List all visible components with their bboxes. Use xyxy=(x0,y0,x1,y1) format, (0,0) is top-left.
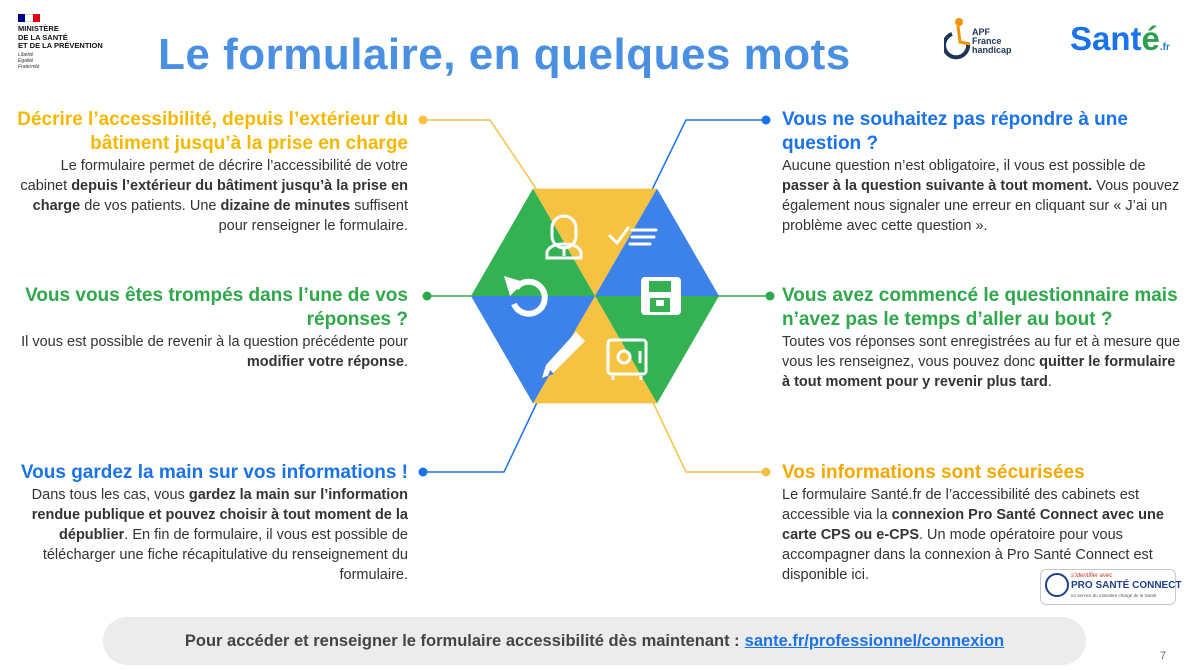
apf-line-1: APF xyxy=(972,27,990,37)
connexion-link[interactable]: sante.fr/professionnel/connexion xyxy=(744,631,1005,650)
save-text-1: Toutes vos réponses sont enregistrées au fur et à mesure que vous les renseignez, vous pouvez donc xyxy=(782,334,1181,370)
pro-sante-connect-button[interactable] xyxy=(1040,569,1182,605)
connector-secure xyxy=(649,394,766,472)
dot-skip xyxy=(762,116,771,125)
lock-icon xyxy=(1045,573,1069,597)
skip-bold-1: passer à la question suivante à tout moment. xyxy=(782,178,1093,194)
sante-logo-suffix: .fr xyxy=(1159,42,1170,53)
sante-logo-text: Sant xyxy=(1070,20,1142,57)
save-icon xyxy=(641,277,681,315)
control-text-1: Dans tous les cas, vous xyxy=(31,487,189,503)
dot-control xyxy=(419,468,428,477)
secure-bold-1: connexion Pro Santé Connect avec une carte CPS ou e-CPS xyxy=(782,507,1164,543)
section-skip-title: Vous ne souhaitez pas répondre à une question ? xyxy=(782,109,1128,154)
section-secure xyxy=(782,461,1184,585)
apf-line-3: handicap xyxy=(972,45,1012,55)
section-accessibility xyxy=(10,108,408,236)
section-mistake-title: Vous vous êtes trompés dans l’une de vos réponses ? xyxy=(25,285,408,330)
connector-skip xyxy=(649,120,766,196)
control-bold-1: gardez la main sur l’information rendue publique et pouvez choisir à tout moment de la dépublier xyxy=(31,487,408,543)
accessibility-bold-2: dizaine de minutes xyxy=(220,198,351,214)
section-secure-title: Vos informations sont sécurisées xyxy=(782,462,1085,483)
accessibility-text-3: suffisent pour renseigner le formulaire. xyxy=(218,198,408,234)
accessibility-text-1: Le formulaire permet de décrire l’accessibilité de votre cabinet xyxy=(20,158,408,194)
secure-text-2: . Un mode opératoire pour vous accompagner dans la connexion à Pro Santé Connect est disponible ici. xyxy=(782,527,1153,583)
section-skip-text xyxy=(782,156,1182,236)
psc-line-3: un service du ministère chargé de la Santé xyxy=(1071,593,1157,598)
section-mistake xyxy=(10,284,408,372)
control-text-2: . En fin de formulaire, il vous est possible de télécharger une fiche récapitulative du renseignement du formulaire. xyxy=(42,527,408,583)
skip-text-1: Aucune question n’est obligatoire, il vous est possible de xyxy=(782,158,1146,174)
dot-accessibility xyxy=(419,116,428,125)
section-control-title: Vous gardez la main sur vos informations ! xyxy=(20,462,408,483)
section-accessibility-title: Décrire l’accessibilité, depuis l’extérieur du bâtiment jusqu’à la prise en charge xyxy=(17,109,408,154)
devise-2: Égalité xyxy=(18,57,34,64)
section-control xyxy=(8,461,408,585)
psc-line-2: PRO SANTÉ CONNECT xyxy=(1071,580,1182,591)
section-skip xyxy=(782,108,1182,236)
skip-text-2: Vous pouvez également nous signaler une erreur en cliquant sur « J’ai un problème avec cette question ». xyxy=(782,178,1180,234)
dot-mistake xyxy=(423,292,432,301)
psc-line-1: s’identifier avec xyxy=(1071,573,1113,579)
section-save-text xyxy=(782,332,1182,392)
connector-control xyxy=(423,394,541,472)
devise-1: Liberté xyxy=(18,51,34,58)
dot-save xyxy=(766,292,775,301)
page-number: 7 xyxy=(1160,650,1167,662)
ministry-line-3: ET DE LA PRÉVENTION xyxy=(18,41,103,50)
save-bold-1: quitter le formulaire à tout moment pour y revenir plus tard xyxy=(782,354,1176,390)
accessibility-bold-1: depuis l’extérieur du bâtiment jusqu’à la prise en charge xyxy=(32,178,408,214)
mistake-bold-1: modifier votre réponse xyxy=(246,354,404,370)
ministry-line-1: MINISTÈRE xyxy=(18,24,59,33)
footer-text: Pour accéder et renseigner le formulaire accessibilité dès maintenant : xyxy=(184,631,740,650)
section-save-title: Vous avez commencé le questionnaire mais n’avez pas le temps d’aller au bout ? xyxy=(782,285,1178,330)
section-save xyxy=(782,284,1182,392)
save-text-2: . xyxy=(1047,374,1052,390)
connector-accessibility xyxy=(423,120,541,196)
sante-logo-accent: é xyxy=(1141,20,1160,57)
accessibility-text-2: de vos patients. Une xyxy=(80,198,221,214)
mistake-text-1: Il vous est possible de revenir à la question précédente pour xyxy=(21,334,408,350)
section-accessibility-text xyxy=(10,156,408,236)
mistake-text-2: . xyxy=(403,354,408,370)
apf-line-2: France xyxy=(972,36,1002,46)
dot-secure xyxy=(762,468,771,477)
ministry-line-2: DE LA SANTÉ xyxy=(18,32,68,42)
page-title: Le formulaire, en quelques mots xyxy=(158,30,851,79)
secure-text-1: Le formulaire Santé.fr de l’accessibilité des cabinets est accessible via la xyxy=(782,487,1140,523)
footer-banner xyxy=(103,617,1086,665)
section-mistake-text xyxy=(10,332,408,372)
section-control-text xyxy=(8,485,408,585)
devise-3: Fraternité xyxy=(18,63,40,70)
